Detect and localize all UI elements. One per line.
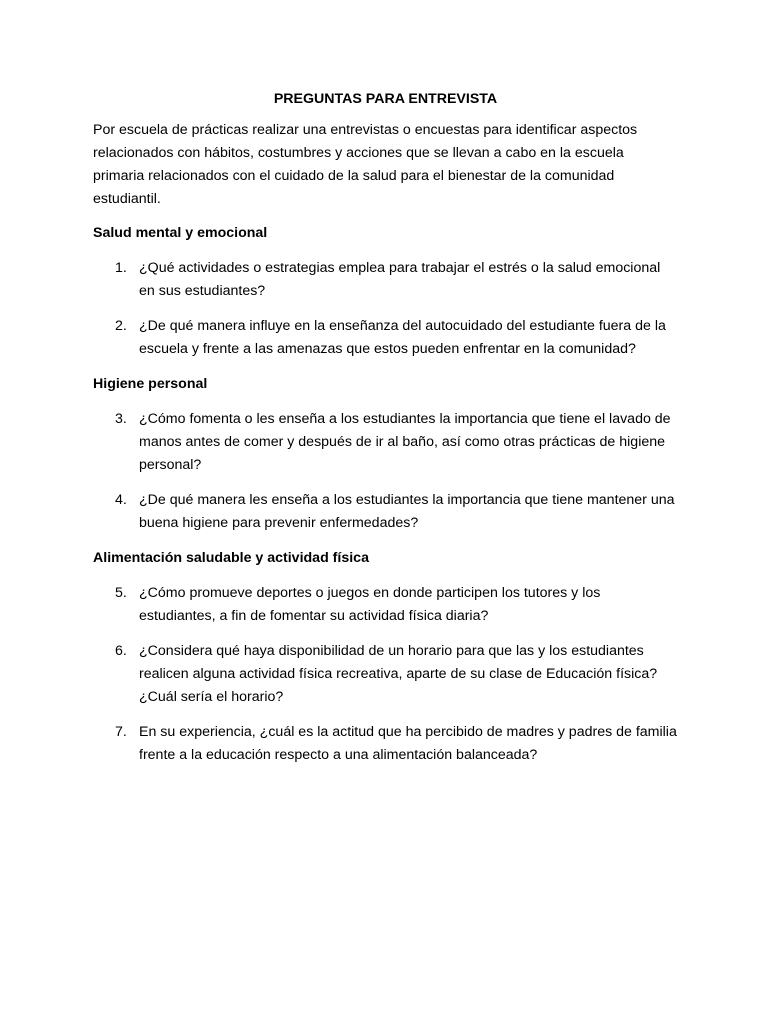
document-page xyxy=(93,88,678,779)
intro-paragraph: Por escuela de prácticas realizar una entrevistas o encuestas para identificar aspectos relacionados con hábitos, costumbres y acciones que se llevan a cabo en la escuela primaria relacionados con el cuidado de la salud para el bienestar de la comunidad estudiantil. xyxy=(93,122,638,207)
question-item xyxy=(93,257,678,303)
question-list xyxy=(93,408,678,535)
section-heading: Higiene personal xyxy=(93,376,208,392)
section-heading: Alimentación saludable y actividad física xyxy=(93,550,369,566)
question-text: ¿Cómo promueve deportes o juegos en donde participen los tutores y los estudiantes, a fin de fomentar su actividad física diaria? xyxy=(139,585,601,624)
question-number: 6. xyxy=(115,643,127,659)
question-item xyxy=(93,640,678,709)
section-salud-mental xyxy=(93,222,678,361)
question-number: 1. xyxy=(115,260,127,276)
question-list xyxy=(93,257,678,361)
question-number: 5. xyxy=(115,585,127,601)
question-number: 4. xyxy=(115,492,127,508)
section-alimentacion xyxy=(93,547,678,767)
question-item xyxy=(93,489,678,535)
question-text: ¿Cómo fomenta o les enseña a los estudiantes la importancia que tiene el lavado de manos antes de comer y después de ir al baño, así como otras prácticas de higiene personal? xyxy=(139,411,671,473)
question-text: ¿De qué manera les enseña a los estudiantes la importancia que tiene mantener una buena higiene para prevenir enfermedades? xyxy=(139,492,675,531)
document-title: PREGUNTAS PARA ENTREVISTA xyxy=(273,91,498,107)
question-item xyxy=(93,315,678,361)
question-number: 2. xyxy=(115,318,127,334)
question-item xyxy=(93,721,678,767)
question-text: ¿De qué manera influye en la enseñanza del autocuidado del estudiante fuera de la escuela y frente a las amenazas que estos pueden enfrentar en la comunidad? xyxy=(139,318,666,357)
question-text: ¿Qué actividades o estrategias emplea para trabajar el estrés o la salud emocional en sus estudiantes? xyxy=(139,260,661,299)
section-heading: Salud mental y emocional xyxy=(93,225,268,241)
question-text: En su experiencia, ¿cuál es la actitud que ha percibido de madres y padres de familia frente a la educación respecto a una alimentación balanceada? xyxy=(139,724,677,763)
question-list xyxy=(93,582,678,767)
section-higiene-personal xyxy=(93,373,678,535)
question-number: 3. xyxy=(115,411,127,427)
question-text: ¿Considera qué haya disponibilidad de un horario para que las y los estudiantes realicen alguna actividad física recreativa, aparte de su clase de Educación física? ¿Cuál sería el horario? xyxy=(139,643,658,705)
question-number: 7. xyxy=(115,724,127,740)
question-item xyxy=(93,408,678,477)
question-item xyxy=(93,582,678,628)
